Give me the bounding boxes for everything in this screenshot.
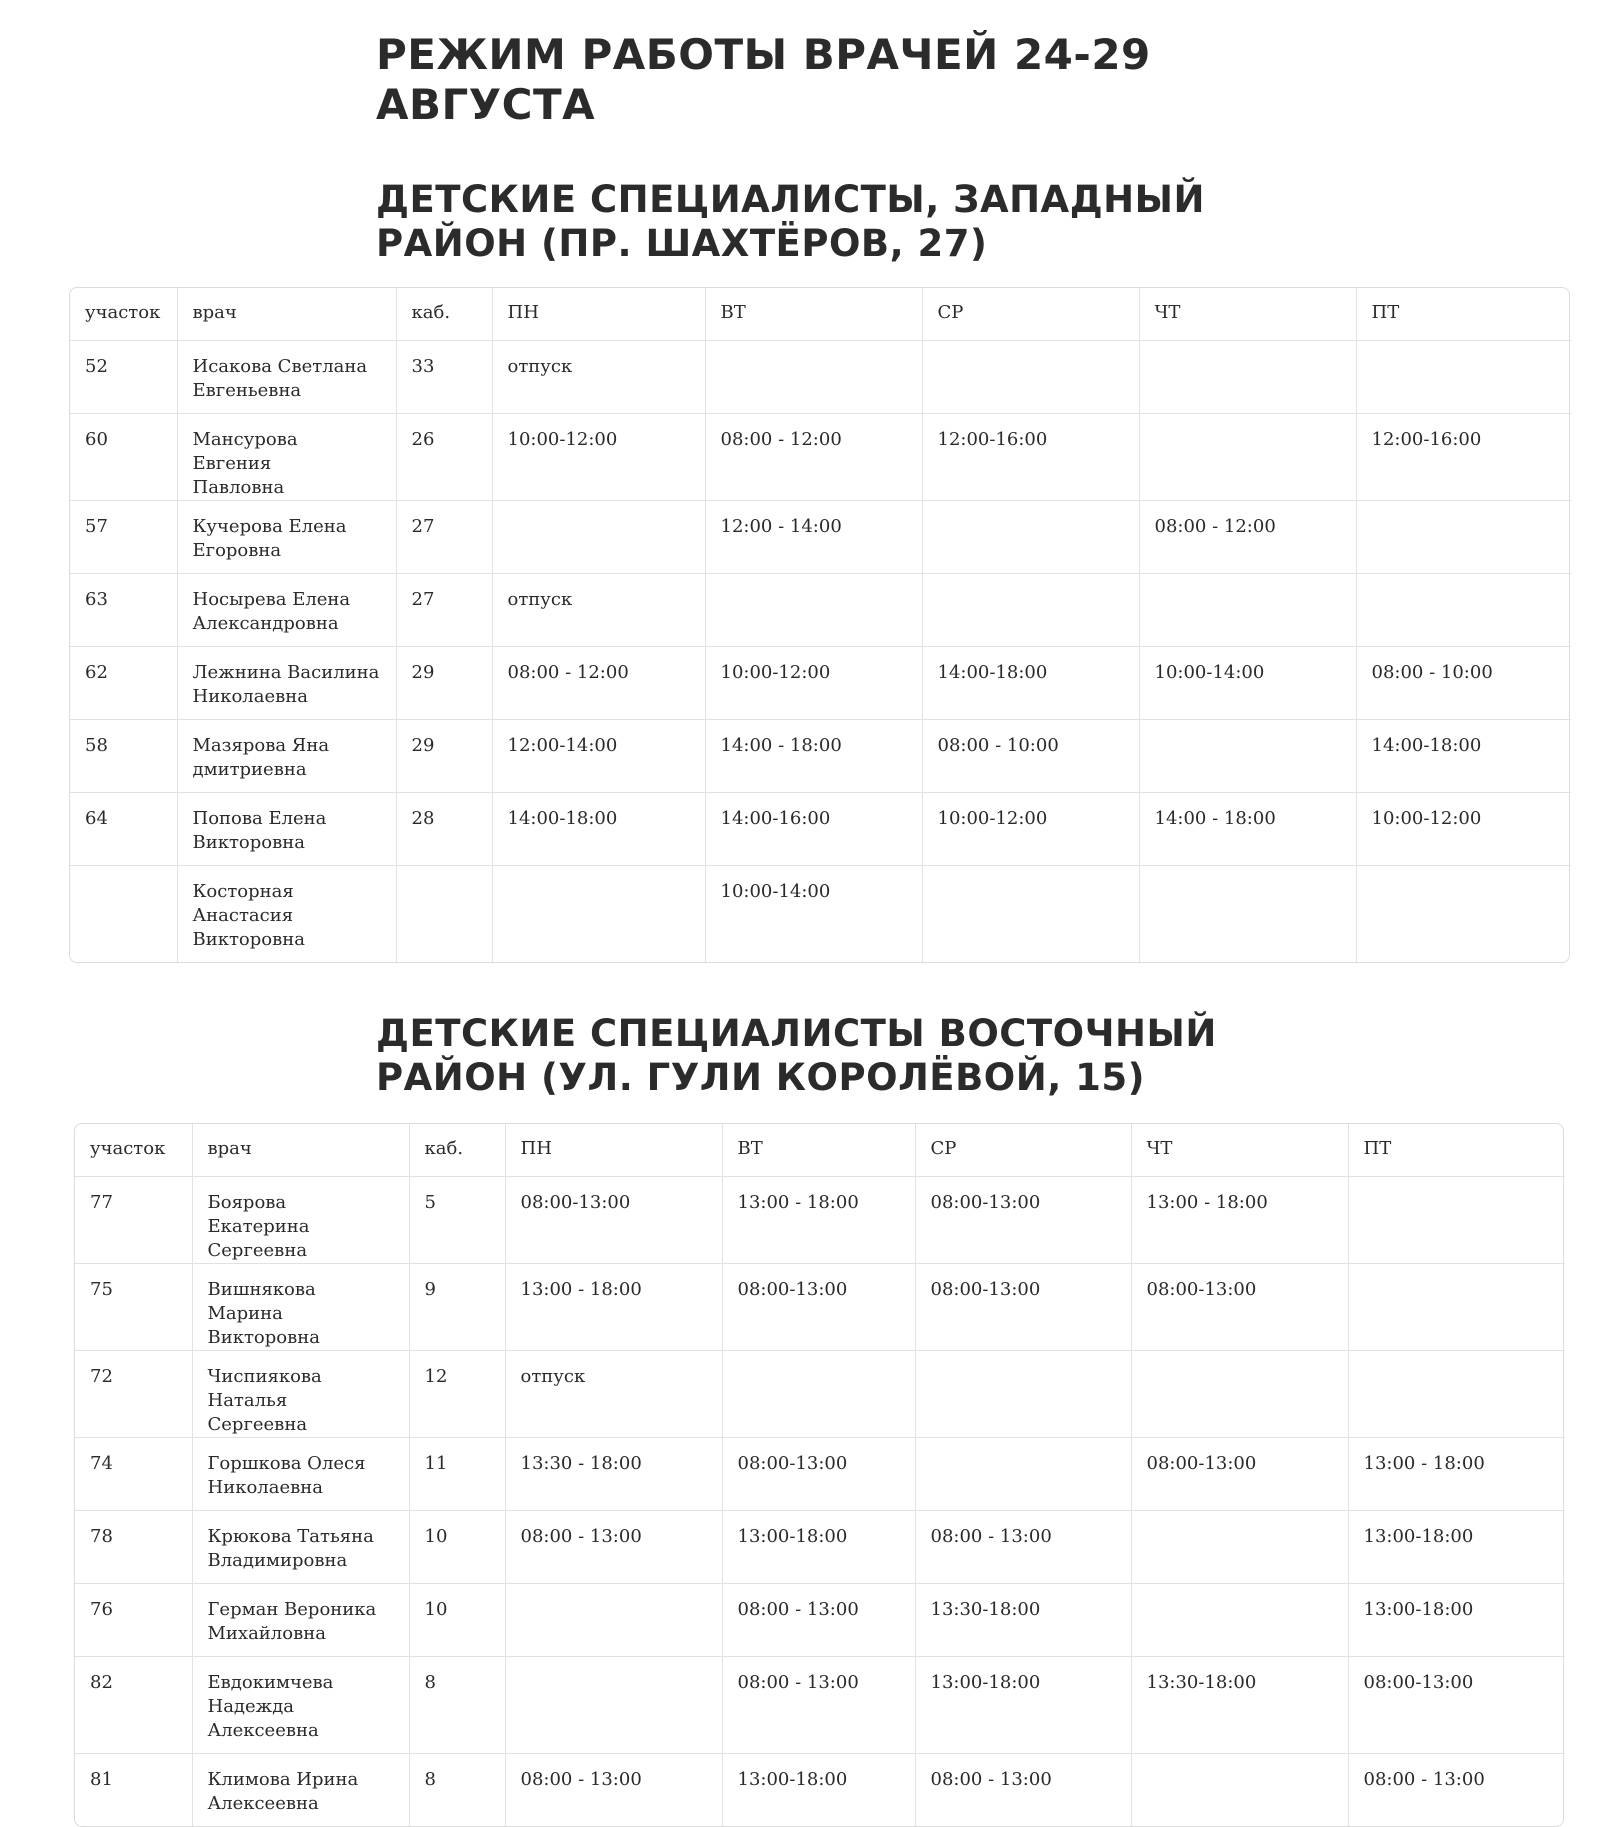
cell-mon	[492, 865, 705, 962]
cell-mon: 12:00-14:00	[492, 719, 705, 792]
cell-doctor	[177, 573, 396, 646]
schedule-table-west	[70, 288, 1571, 962]
cell-doctor	[177, 792, 396, 865]
cell-thu: 14:00 - 18:00	[1139, 792, 1356, 865]
section-title-west	[376, 178, 1205, 266]
cell-kab	[396, 865, 492, 962]
cell-kab: 33	[396, 340, 492, 413]
doctor-name-line: Крюкова Татьяна	[207, 1525, 374, 1547]
cell-fri: 14:00-18:00	[1356, 719, 1571, 792]
doctor-name-line: Алексеевна	[207, 1719, 319, 1741]
cell-tue: 10:00-14:00	[705, 865, 922, 962]
column-header-thu: ЧТ	[1131, 1124, 1348, 1176]
cell-kab: 27	[396, 500, 492, 573]
doctor-name-line: Евгеньевна	[192, 379, 302, 401]
cell-doctor	[192, 1350, 409, 1437]
cell-mon: 10:00-12:00	[492, 413, 705, 500]
section-title-east	[376, 1012, 1217, 1100]
doctor-name-line: Носырева Елена	[192, 588, 351, 610]
doctor-name-line: Горшкова Олеся	[207, 1452, 366, 1474]
column-header-thu: ЧТ	[1139, 288, 1356, 340]
doctor-name-line: Анастасия	[192, 904, 294, 926]
column-header-kab: каб.	[409, 1124, 505, 1176]
doctor-name-line: Викторовна	[192, 831, 305, 853]
table-row	[75, 1437, 1565, 1510]
doctor-name-line: Владимировна	[207, 1549, 348, 1571]
cell-kab: 5	[409, 1176, 505, 1263]
section-title-line: ДЕТСКИЕ СПЕЦИАЛИСТЫ ВОСТОЧНЫЙ	[376, 1012, 1217, 1055]
cell-doctor	[177, 340, 396, 413]
schedule-table-west-container	[69, 287, 1570, 963]
cell-thu	[1131, 1350, 1348, 1437]
cell-wed	[915, 1437, 1131, 1510]
cell-wed	[915, 1350, 1131, 1437]
cell-kab: 29	[396, 646, 492, 719]
cell-doctor	[192, 1176, 409, 1263]
cell-fri: 08:00-13:00	[1348, 1656, 1565, 1753]
cell-tue	[705, 573, 922, 646]
cell-uchastok: 57	[70, 500, 177, 573]
cell-fri	[1356, 573, 1571, 646]
cell-tue: 13:00-18:00	[722, 1753, 915, 1826]
cell-wed: 08:00 - 13:00	[915, 1753, 1131, 1826]
cell-uchastok: 60	[70, 413, 177, 500]
cell-fri: 08:00 - 10:00	[1356, 646, 1571, 719]
column-header-uchastok: участок	[75, 1124, 192, 1176]
cell-doctor	[177, 646, 396, 719]
cell-kab: 10	[409, 1510, 505, 1583]
doctor-name-line: Николаевна	[207, 1476, 323, 1498]
cell-uchastok: 62	[70, 646, 177, 719]
cell-kab: 12	[409, 1350, 505, 1437]
column-header-mon: ПН	[492, 288, 705, 340]
column-header-kab: каб.	[396, 288, 492, 340]
cell-mon: 13:00 - 18:00	[505, 1263, 722, 1350]
cell-thu: 13:00 - 18:00	[1131, 1176, 1348, 1263]
cell-tue	[722, 1350, 915, 1437]
cell-tue: 08:00 - 13:00	[722, 1656, 915, 1753]
schedule-table-east-container	[74, 1123, 1564, 1827]
schedule-table-east	[75, 1124, 1565, 1826]
doctor-name-line: Михайловна	[207, 1622, 326, 1644]
table-row	[75, 1176, 1565, 1263]
cell-tue: 14:00-16:00	[705, 792, 922, 865]
doctor-name-line: Егоровна	[192, 539, 282, 561]
section-title-line: РАЙОН (УЛ. ГУЛИ КОРОЛЁВОЙ, 15)	[376, 1056, 1146, 1099]
cell-doctor	[177, 865, 396, 962]
cell-mon: 08:00 - 13:00	[505, 1753, 722, 1826]
column-header-fri: ПТ	[1348, 1124, 1565, 1176]
doctor-name-line: Викторовна	[207, 1326, 320, 1348]
cell-tue: 08:00-13:00	[722, 1263, 915, 1350]
doctor-name-line: Исакова Светлана	[192, 355, 368, 377]
cell-fri: 13:00-18:00	[1348, 1510, 1565, 1583]
doctor-name-line: Сергеевна	[207, 1413, 308, 1435]
cell-fri	[1348, 1176, 1565, 1263]
cell-tue: 12:00 - 14:00	[705, 500, 922, 573]
cell-thu	[1139, 719, 1356, 792]
doctor-name-line: Попова Елена	[192, 807, 327, 829]
cell-thu	[1131, 1753, 1348, 1826]
cell-wed: 12:00-16:00	[922, 413, 1139, 500]
cell-kab: 8	[409, 1656, 505, 1753]
cell-kab: 10	[409, 1583, 505, 1656]
cell-fri	[1348, 1263, 1565, 1350]
doctor-name-line: Алексеевна	[207, 1792, 319, 1814]
doctor-name-line: Боярова Екатерина	[207, 1191, 310, 1237]
cell-kab: 27	[396, 573, 492, 646]
cell-mon: отпуск	[492, 340, 705, 413]
cell-uchastok: 82	[75, 1656, 192, 1753]
table-header-row	[75, 1124, 1565, 1176]
doctor-name-line: Кучерова Елена	[192, 515, 347, 537]
cell-thu: 10:00-14:00	[1139, 646, 1356, 719]
cell-fri	[1356, 340, 1571, 413]
column-header-fri: ПТ	[1356, 288, 1571, 340]
doctor-name-line: дмитриевна	[192, 758, 307, 780]
cell-mon	[505, 1583, 722, 1656]
doctor-name-line: Сергеевна	[207, 1239, 308, 1261]
cell-wed: 08:00 - 10:00	[922, 719, 1139, 792]
cell-fri: 10:00-12:00	[1356, 792, 1571, 865]
table-row	[75, 1583, 1565, 1656]
cell-doctor	[177, 413, 396, 500]
cell-mon: отпуск	[492, 573, 705, 646]
cell-uchastok: 76	[75, 1583, 192, 1656]
section-title-line: РАЙОН (ПР. ШАХТЁРОВ, 27)	[376, 222, 988, 265]
cell-thu	[1139, 865, 1356, 962]
doctor-name-line: Вишнякова Марина	[207, 1278, 316, 1324]
cell-thu	[1139, 573, 1356, 646]
cell-uchastok: 74	[75, 1437, 192, 1510]
cell-fri	[1348, 1350, 1565, 1437]
cell-thu	[1131, 1583, 1348, 1656]
cell-uchastok: 81	[75, 1753, 192, 1826]
table-row	[75, 1753, 1565, 1826]
section-title-line: ДЕТСКИЕ СПЕЦИАЛИСТЫ, ЗАПАДНЫЙ	[376, 178, 1205, 221]
cell-kab: 28	[396, 792, 492, 865]
cell-doctor	[192, 1656, 409, 1753]
cell-fri	[1356, 865, 1571, 962]
cell-doctor	[192, 1263, 409, 1350]
cell-mon	[505, 1656, 722, 1753]
cell-wed	[922, 865, 1139, 962]
cell-uchastok: 52	[70, 340, 177, 413]
cell-mon: 08:00 - 13:00	[505, 1510, 722, 1583]
page-title-line: АВГУСТА	[376, 80, 596, 129]
cell-tue: 14:00 - 18:00	[705, 719, 922, 792]
cell-kab: 29	[396, 719, 492, 792]
column-header-tue: ВТ	[722, 1124, 915, 1176]
column-header-doctor: врач	[192, 1124, 409, 1176]
table-row	[70, 792, 1571, 865]
cell-thu: 13:30-18:00	[1131, 1656, 1348, 1753]
cell-fri: 08:00 - 13:00	[1363, 1768, 1485, 1790]
doctor-name-line: Мансурова Евгения	[192, 428, 298, 474]
doctor-name-line: Викторовна	[192, 928, 305, 950]
column-header-uchastok: участок	[70, 288, 177, 340]
doctor-name-line: Мазярова Яна	[192, 734, 330, 756]
cell-kab: 8	[409, 1753, 505, 1826]
cell-wed: 08:00-13:00	[915, 1263, 1131, 1350]
cell-wed: 14:00-18:00	[922, 646, 1139, 719]
cell-uchastok	[70, 865, 177, 962]
table-row	[75, 1656, 1565, 1753]
cell-wed: 08:00 - 13:00	[915, 1510, 1131, 1583]
table-row	[70, 865, 1571, 962]
cell-tue	[705, 340, 922, 413]
cell-mon: 08:00-13:00	[505, 1176, 722, 1263]
cell-mon	[492, 500, 705, 573]
cell-wed: 13:00-18:00	[915, 1656, 1131, 1753]
table-row	[70, 573, 1571, 646]
column-header-doctor: врач	[177, 288, 396, 340]
cell-wed: 13:30-18:00	[915, 1583, 1131, 1656]
cell-mon: 13:30 - 18:00	[505, 1437, 722, 1510]
cell-tue: 10:00-12:00	[705, 646, 922, 719]
cell-uchastok: 75	[75, 1263, 192, 1350]
doctor-name-line: Евдокимчева	[207, 1671, 334, 1693]
column-header-wed: СР	[922, 288, 1139, 340]
cell-thu: 08:00 - 12:00	[1139, 500, 1356, 573]
cell-thu	[1139, 340, 1356, 413]
cell-uchastok: 78	[75, 1510, 192, 1583]
cell-tue: 08:00 - 12:00	[705, 413, 922, 500]
cell-doctor	[192, 1753, 409, 1826]
cell-doctor	[192, 1437, 409, 1510]
cell-wed	[922, 340, 1139, 413]
table-row	[70, 340, 1571, 413]
cell-mon: отпуск	[505, 1350, 722, 1437]
page-title	[376, 30, 1151, 130]
cell-thu: 08:00-13:00	[1131, 1263, 1348, 1350]
cell-doctor	[192, 1583, 409, 1656]
cell-uchastok: 63	[70, 573, 177, 646]
cell-fri: 12:00-16:00	[1356, 413, 1571, 500]
table-row	[70, 413, 1571, 500]
table-row	[70, 719, 1571, 792]
doctor-name-line: Павловна	[192, 476, 285, 498]
cell-wed	[922, 500, 1139, 573]
cell-wed: 08:00-13:00	[915, 1176, 1131, 1263]
cell-tue: 13:00-18:00	[722, 1510, 915, 1583]
cell-thu: 08:00-13:00	[1131, 1437, 1348, 1510]
cell-uchastok: 77	[75, 1176, 192, 1263]
cell-uchastok: 58	[70, 719, 177, 792]
cell-kab: 26	[396, 413, 492, 500]
cell-doctor	[177, 719, 396, 792]
cell-tue: 08:00 - 13:00	[722, 1583, 915, 1656]
cell-kab: 9	[409, 1263, 505, 1350]
doctor-name-line: Герман Вероника	[207, 1598, 377, 1620]
table-row	[75, 1350, 1565, 1437]
table-header-row	[70, 288, 1571, 340]
doctor-name-line: Надежда	[207, 1695, 295, 1717]
cell-mon: 08:00 - 12:00	[492, 646, 705, 719]
doctor-name-line: Климова Ирина	[207, 1768, 359, 1790]
doctor-name-line: Косторная	[192, 880, 294, 902]
table-row	[70, 646, 1571, 719]
doctor-name-line: Лежнина Василина	[192, 661, 380, 683]
cell-doctor	[192, 1510, 409, 1583]
cell-thu	[1131, 1510, 1348, 1583]
doctor-name-line: Александровна	[192, 612, 339, 634]
cell-kab: 11	[409, 1437, 505, 1510]
cell-wed: 10:00-12:00	[922, 792, 1139, 865]
doctor-name-line: Чиспиякова Наталья	[207, 1365, 322, 1411]
cell-fri	[1356, 500, 1571, 573]
cell-doctor	[177, 500, 396, 573]
column-header-mon: ПН	[505, 1124, 722, 1176]
cell-fri: 13:00 - 18:00	[1348, 1437, 1565, 1510]
cell-uchastok: 72	[75, 1350, 192, 1437]
cell-uchastok: 64	[70, 792, 177, 865]
doctor-name-line: Николаевна	[192, 685, 308, 707]
cell-wed	[922, 573, 1139, 646]
table-row	[70, 500, 1571, 573]
cell-tue: 13:00 - 18:00	[722, 1176, 915, 1263]
column-header-wed: СР	[915, 1124, 1131, 1176]
table-row	[75, 1263, 1565, 1350]
cell-fri: 13:00-18:00	[1348, 1583, 1565, 1656]
cell-thu	[1139, 413, 1356, 500]
cell-mon: 14:00-18:00	[492, 792, 705, 865]
page-title-line: РЕЖИМ РАБОТЫ ВРАЧЕЙ 24-29	[376, 30, 1151, 79]
column-header-tue: ВТ	[705, 288, 922, 340]
cell-tue: 08:00-13:00	[722, 1437, 915, 1510]
table-row	[75, 1510, 1565, 1583]
